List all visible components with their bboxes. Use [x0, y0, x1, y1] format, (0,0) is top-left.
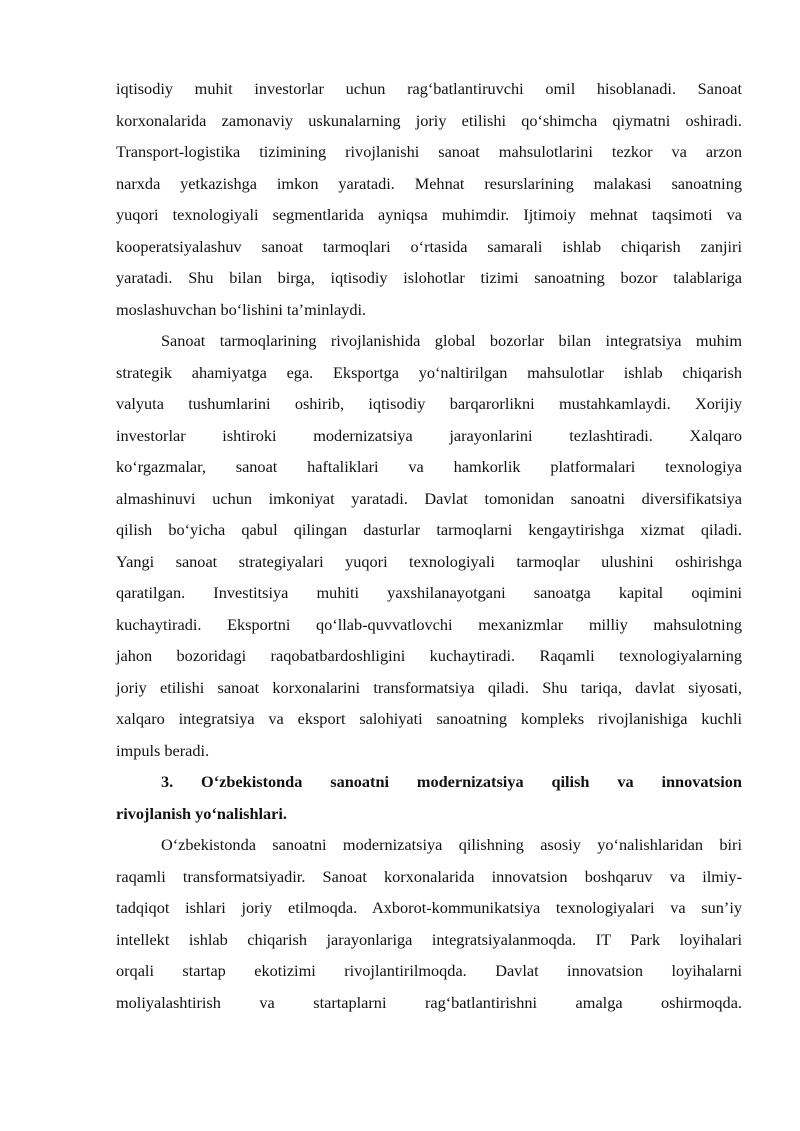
- text-line: yaratadi. Shu bilan birga, iqtisodiy islohotlar tizimi sanoatning bozor talablariga: [116, 268, 742, 287]
- text-line: impuls beradi.: [116, 740, 210, 760]
- text-line: intellekt ishlab chiqarish jarayonlariga integratsiyalanmoqda. IT Park loyihalari: [116, 929, 742, 949]
- text-line: yuqori texnologiyali segmentlarida ayniqsa muhimdir. Ijtimoiy mehnat taqsimoti va: [116, 205, 742, 224]
- section-heading-line: 3. O‘zbekistonda sanoatni modernizatsiya qilish va innovatsion: [161, 772, 742, 791]
- text-line: narxda yetkazishga imkon yaratadi. Mehnat resurslarining malakasi sanoatning: [116, 173, 742, 193]
- section-heading-line: rivojlanish yo‘nalishlari.: [116, 803, 287, 823]
- text-line: valyuta tushumlarini oshirib, iqtisodiy barqarorlikni mustahkamlaydi. Xorijiy: [116, 394, 742, 413]
- text-line: investorlar ishtiroki modernizatsiya jarayonlarini tezlashtiradi. Xalqaro: [116, 425, 742, 445]
- text-line: orqali startap ekotizimi rivojlantirilmoqda. Davlat innovatsion loyihalarni: [116, 961, 742, 980]
- text-line: xalqaro integratsiya va eksport salohiyati sanoatning kompleks rivojlanishiga kuchli: [116, 709, 742, 728]
- text-line: moslashuvchan bo‘lishini ta’minlaydi.: [116, 299, 367, 319]
- text-line: kooperatsiyalashuv sanoat tarmoqlari o‘rtasida samarali ishlab chiqarish zanjiri: [116, 236, 742, 256]
- text-line: iqtisodiy muhit investorlar uchun rag‘batlantiruvchi omil hisoblanadi. Sanoat: [116, 79, 742, 98]
- text-line: qilish bo‘yicha qabul qilingan dasturlar tarmoqlarni kengaytirishga xizmat qiladi.: [116, 520, 742, 539]
- text-line: O‘zbekistonda sanoatni modernizatsiya qilishning asosiy yo‘nalishlaridan biri: [161, 835, 742, 854]
- text-line: joriy etilishi sanoat korxonalarini transformatsiya qiladi. Shu tariqa, davlat siyosati,: [116, 677, 742, 697]
- text-line: tadqiqot ishlari joriy etilmoqda. Axborot-kommunikatsiya texnologiyalari va sun’iy: [116, 898, 742, 917]
- text-line: Sanoat tarmoqlarining rivojlanishida global bozorlar bilan integratsiya muhim: [161, 331, 742, 350]
- text-line: Yangi sanoat strategiyalari yuqori texnologiyali tarmoqlar ulushini oshirishga: [116, 551, 742, 571]
- text-line: raqamli transformatsiyadir. Sanoat korxonalarida innovatsion boshqaruv va ilmiy-: [116, 866, 742, 886]
- text-line: almashinuvi uchun imkoniyat yaratadi. Davlat tomonidan sanoatni diversifikatsiya: [116, 488, 742, 508]
- text-line: qaratilgan. Investitsiya muhiti yaxshilanayotgani sanoatga kapital oqimini: [116, 583, 742, 602]
- text-line: jahon bozoridagi raqobatbardoshligini kuchaytiradi. Raqamli texnologiyalarning: [116, 646, 742, 665]
- text-line: korxonalarida zamonaviy uskunalarning joriy etilishi qo‘shimcha qiymatni oshiradi.: [116, 110, 742, 130]
- text-line: kuchaytiradi. Eksportni qo‘llab-quvvatlovchi mexanizmlar milliy mahsulotning: [116, 614, 742, 634]
- text-line: ko‘rgazmalar, sanoat haftaliklari va hamkorlik platformalari texnologiya: [116, 457, 742, 476]
- text-line: moliyalashtirish va startaplarni rag‘batlantirishni amalga oshirmoqda.: [116, 992, 742, 1012]
- text-line: strategik ahamiyatga ega. Eksportga yo‘naltirilgan mahsulotlar ishlab chiqarish: [116, 362, 742, 382]
- document-page: [116, 73, 742, 1018]
- text-line: Transport-logistika tizimining rivojlanishi sanoat mahsulotlarini tezkor va arzon: [116, 142, 742, 161]
